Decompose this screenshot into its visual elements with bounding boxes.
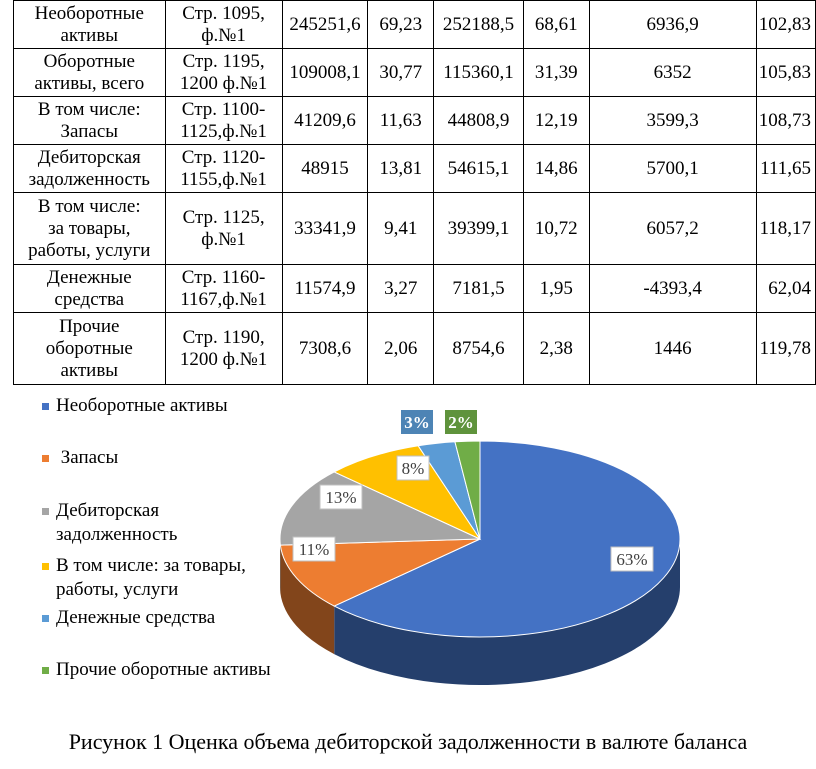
value-cell: 6936,9	[589, 1, 756, 49]
legend-label-line: Запасы	[56, 447, 119, 468]
legend-marker-icon	[42, 508, 49, 515]
form-line-cell	[165, 97, 282, 145]
value-cell: 68,61	[523, 1, 589, 49]
indicator-name-cell	[14, 193, 166, 265]
legend-marker-icon	[42, 455, 49, 462]
value-cell: 1,95	[523, 265, 589, 313]
legend-label-line: Прочие оборотные активы	[56, 659, 271, 680]
value-cell: 108,73	[756, 97, 815, 145]
cell-line: Необоротные	[34, 2, 144, 24]
balance-table	[13, 0, 816, 385]
value-cell: 69,23	[368, 1, 434, 49]
value-cell: 109008,1	[282, 49, 368, 97]
cell-line: Денежные	[46, 266, 132, 288]
cell-line: Дебиторская	[37, 146, 141, 168]
cell-line: за товары,	[48, 217, 131, 239]
cell-line: ф.№1	[201, 24, 246, 46]
value-cell: 33341,9	[282, 193, 368, 265]
figure-caption: Рисунок 1 Оценка объема дебиторской задолженности в валюте баланса	[68, 729, 748, 754]
value-cell: 3,27	[368, 265, 434, 313]
value-cell: 11,63	[368, 97, 434, 145]
cell-line: Стр. 1100-	[181, 98, 266, 120]
legend-label-line: задолженность	[56, 524, 178, 545]
cell-line: ф.№1	[201, 228, 246, 250]
cell-line: Стр. 1095,	[182, 2, 265, 24]
legend-marker-icon	[42, 667, 49, 674]
legend-label-line: работы, услуги	[56, 579, 179, 600]
indicator-name-cell	[14, 313, 166, 385]
legend-label	[56, 554, 246, 602]
cell-line: оборотные	[45, 337, 133, 359]
cell-line: Стр. 1195,	[182, 50, 265, 72]
cell-line: Стр. 1120-	[181, 146, 266, 168]
data-label-1: 11%	[298, 540, 330, 559]
legend-label	[56, 606, 215, 630]
form-line-cell	[165, 1, 282, 49]
table-row	[14, 313, 816, 385]
value-cell: 44808,9	[434, 97, 524, 145]
cell-line: Запасы	[60, 120, 119, 142]
form-line-cell	[165, 193, 282, 265]
value-cell: 3599,3	[589, 97, 756, 145]
value-cell: 48915	[282, 145, 368, 193]
legend-label	[56, 658, 271, 682]
value-cell: 7181,5	[434, 265, 524, 313]
cell-line: активы	[60, 359, 119, 381]
cell-line: Прочие	[59, 315, 120, 337]
form-line-cell	[165, 49, 282, 97]
value-cell: 1446	[589, 313, 756, 385]
value-cell: 62,04	[756, 265, 815, 313]
table-row	[14, 1, 816, 49]
value-cell: 2,38	[523, 313, 589, 385]
cell-line: Стр. 1190,	[182, 326, 265, 348]
cell-line: 1200 ф.№1	[179, 348, 268, 370]
cell-line: Стр. 1160-	[181, 266, 266, 288]
table-row	[14, 49, 816, 97]
value-cell: 13,81	[368, 145, 434, 193]
cell-line: средства	[54, 288, 125, 310]
table-row	[14, 193, 816, 265]
value-cell: 252188,5	[434, 1, 524, 49]
cell-line: работы, услуги	[28, 239, 151, 261]
value-cell: 14,86	[523, 145, 589, 193]
indicator-name-cell	[14, 1, 166, 49]
legend-label	[56, 446, 118, 470]
value-cell: 7308,6	[282, 313, 368, 385]
table-row	[14, 145, 816, 193]
value-cell: 30,77	[368, 49, 434, 97]
indicator-name-cell	[14, 49, 166, 97]
legend-label	[56, 499, 177, 547]
data-label-4: 3%	[404, 413, 430, 432]
value-cell: 118,17	[756, 193, 815, 265]
cell-line: В том числе:	[37, 98, 141, 120]
value-cell: 245251,6	[282, 1, 368, 49]
data-label-2: 13%	[325, 488, 357, 507]
table-row	[14, 265, 816, 313]
cell-line: Стр. 1125,	[182, 206, 265, 228]
cell-line: 1167,ф.№1	[180, 288, 267, 310]
value-cell: 39399,1	[434, 193, 524, 265]
cell-line: В том числе:	[37, 195, 141, 217]
value-cell: 115360,1	[434, 49, 524, 97]
value-cell: 6352	[589, 49, 756, 97]
data-label-3: 8%	[401, 459, 425, 478]
value-cell: -4393,4	[589, 265, 756, 313]
value-cell: 41209,6	[282, 97, 368, 145]
data-label-0: 63%	[616, 550, 648, 569]
value-cell: 102,83	[756, 1, 815, 49]
value-cell: 31,39	[523, 49, 589, 97]
form-line-cell	[165, 145, 282, 193]
legend-label-line: Необоротные активы	[56, 395, 228, 416]
legend-label	[56, 394, 228, 418]
value-cell: 11574,9	[282, 265, 368, 313]
cell-line: Оборотные	[43, 50, 135, 72]
value-cell: 9,41	[368, 193, 434, 265]
legend-label-line: Денежные средства	[56, 607, 216, 628]
cell-line: активы	[60, 24, 119, 46]
cell-line: задолженность	[28, 168, 150, 190]
value-cell: 12,19	[523, 97, 589, 145]
value-cell: 111,65	[756, 145, 815, 193]
legend-marker-icon	[42, 563, 49, 570]
value-cell: 2,06	[368, 313, 434, 385]
value-cell: 119,78	[756, 313, 815, 385]
indicator-name-cell	[14, 265, 166, 313]
cell-line: 1125,ф.№1	[180, 120, 267, 142]
cell-line: 1155,ф.№1	[180, 168, 267, 190]
value-cell: 5700,1	[589, 145, 756, 193]
value-cell: 8754,6	[434, 313, 524, 385]
legend-marker-icon	[42, 403, 49, 410]
legend-label-line: Дебиторская	[56, 500, 160, 521]
cell-line: 1200 ф.№1	[179, 72, 268, 94]
value-cell: 54615,1	[434, 145, 524, 193]
indicator-name-cell	[14, 145, 166, 193]
legend-label-line: В том числе: за товары,	[56, 555, 246, 576]
form-line-cell	[165, 313, 282, 385]
value-cell: 6057,2	[589, 193, 756, 265]
value-cell: 10,72	[523, 193, 589, 265]
table-row	[14, 97, 816, 145]
value-cell: 105,83	[756, 49, 815, 97]
form-line-cell	[165, 265, 282, 313]
data-label-5: 2%	[448, 413, 474, 432]
cell-line: активы, всего	[34, 72, 145, 94]
legend-marker-icon	[42, 615, 49, 622]
indicator-name-cell	[14, 97, 166, 145]
